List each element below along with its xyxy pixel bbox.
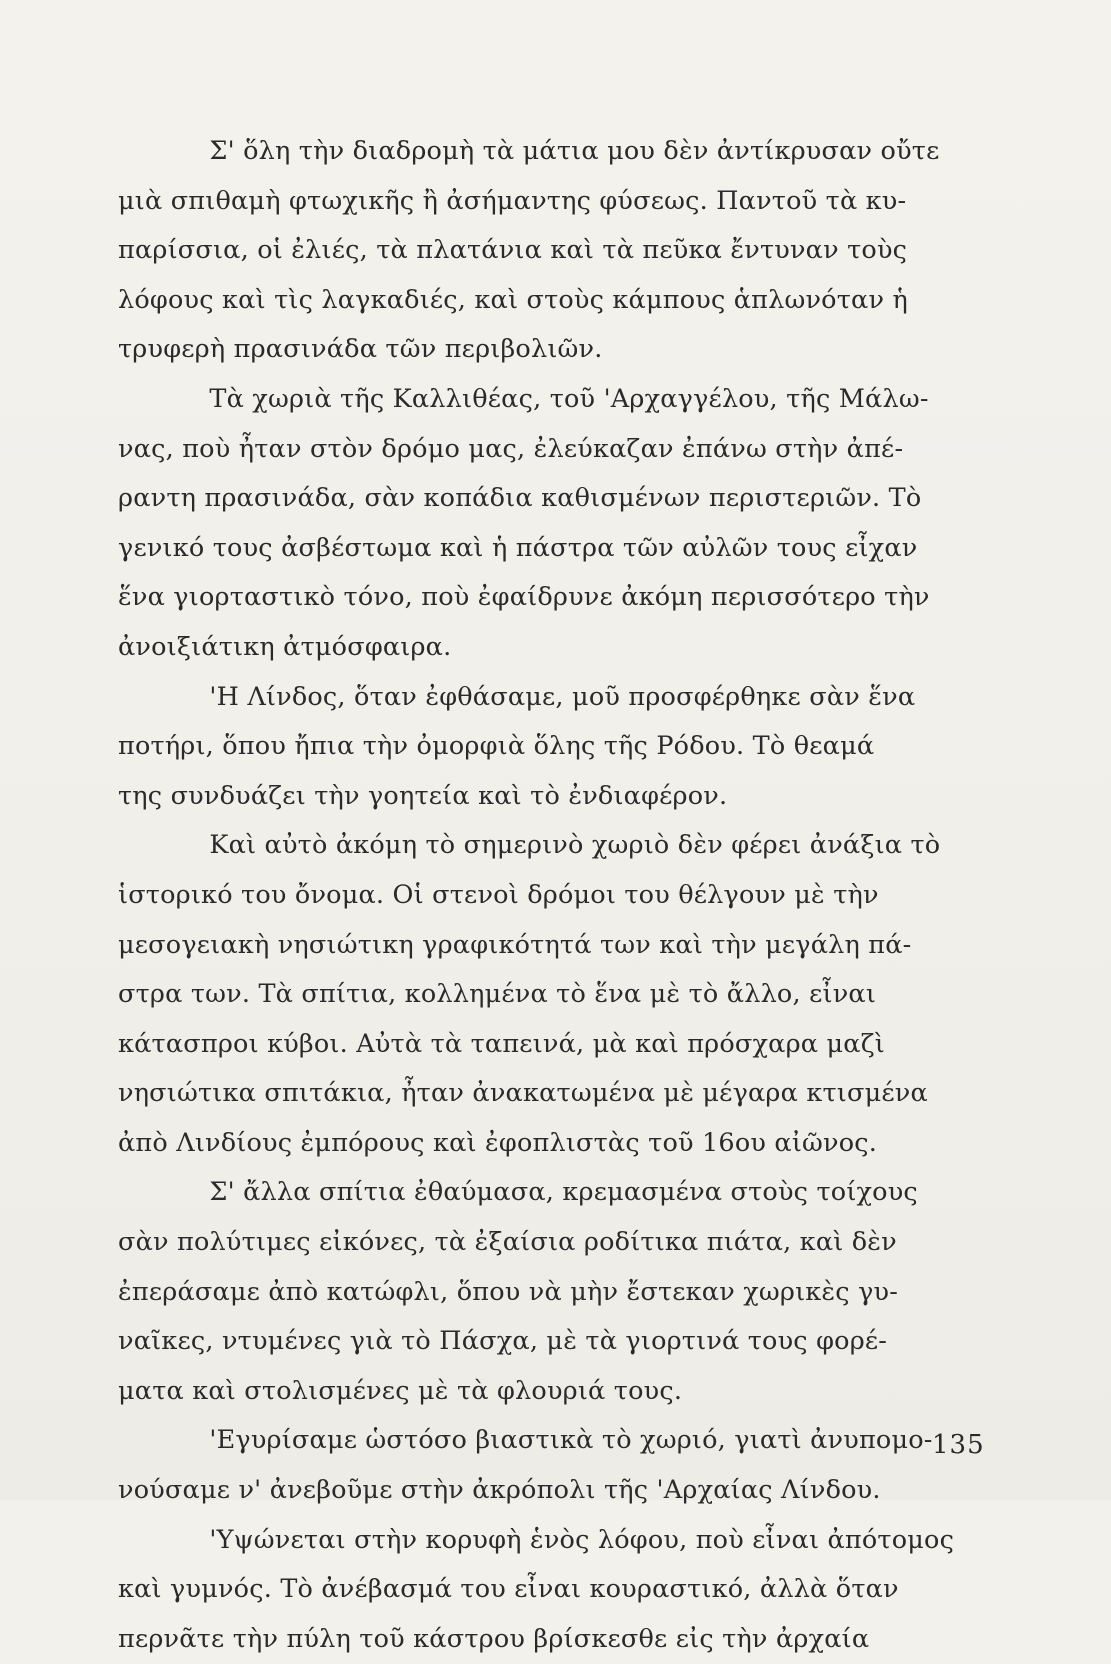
text-line: ματα καὶ στολισμένες μὲ τὰ φλουριά τους. [118,1375,683,1406]
text-line: ναῖκες, ντυμένες γιὰ τὸ Πάσχα, μὲ τὰ γιορτινά τους φορέ- [118,1326,888,1357]
text-line: 'Υψώνεται στὴν κορυφὴ ἑνὸς λόφου, ποὺ εἶναι ἀπότομος [118,1524,955,1555]
body-text [118,127,958,1664]
text-line: ἕνα γιορταστικὸ τόνο, ποὺ ἐφαίδρυνε ἀκόμη περισσότερο τὴν [118,582,930,613]
text-line: καὶ γυμνός. Τὸ ἀνέβασμά του εἶναι κουραστικό, ἀλλὰ ὅταν [118,1574,899,1605]
text-line: ἐπεράσαμε ἀπὸ κατώφλι, ὅπου νὰ μὴν ἔστεκαν χωρικὲς γυ- [118,1276,899,1307]
text-line: ἱστορικό του ὄνομα. Οἱ στενοὶ δρόμοι του θέλγουν μὲ τὴν [118,879,879,910]
text-line: τρυφερὴ πρασινάδα τῶν περιβολιῶν. [118,334,603,365]
text-line: 'Εγυρίσαμε ὡστόσο βιαστικὰ τὸ χωριό, γιατὶ ἀνυπομο- [118,1425,933,1456]
text-line: ποτήρι, ὅπου ἤπια τὴν ὀμορφιὰ ὅλης τῆς Ρόδου. Τὸ θεαμά [118,731,875,762]
text-line: Σ' ὅλη τὴν διαδρομὴ τὰ μάτια μου δὲν ἀντίκρυσαν οὔτε [118,136,940,166]
text-line: σὰν πολύτιμες εἰκόνες, τὰ ἐξαίσια ροδίτικα πιάτα, καὶ δὲν [118,1227,897,1258]
text-line: παρίσσια, οἱ ἐλιές, τὰ πλατάνια καὶ τὰ πεῦκα ἔντυναν τοὺς [118,235,908,266]
text-line: της συνδυάζει τὴν γοητεία καὶ τὸ ἐνδιαφέρον. [118,780,728,811]
text-line: γενικό τους ἀσβέστωμα καὶ ἡ πάστρα τῶν αὐλῶν τους εἶχαν [118,532,918,563]
text-line: Σ' ἄλλα σπίτια ἐθαύμασα, κρεμασμένα στοὺς τοίχους [118,1177,918,1208]
text-line: Καὶ αὐτὸ ἀκόμη τὸ σημερινὸ χωριὸ δὲν φέρει ἀνάξια τὸ [118,830,941,861]
text-line: νησιώτικα σπιτάκια, ἦταν ἀνακατωμένα μὲ μέγαρα κτισμένα [118,1078,928,1109]
text-line: λόφους καὶ τὶς λαγκαδιές, καὶ στοὺς κάμπους ἁπλωνόταν ἡ [118,284,908,315]
text-line: νας, ποὺ ἦταν στὸν δρόμο μας, ἐλεύκαζαν ἐπάνω στὴν ἀπέ- [118,433,904,464]
text-line: ραντη πρασινάδα, σὰν κοπάδια καθισμένων περιστεριῶν. Τὸ [118,483,922,514]
text-line: ἀπὸ Λινδίους ἐμπόρους καὶ ἐφοπλιστὰς τοῦ 16ου αἰῶνος. [118,1127,878,1158]
text-line: μεσογειακὴ νησιώτικη γραφικότητά των καὶ τὴν μεγάλη πά- [118,929,912,960]
text-line: μιὰ σπιθαμὴ φτωχικῆς ἢ ἀσήμαντης φύσεως. Παντοῦ τὰ κυ- [118,185,907,216]
text-line: Τὰ χωριὰ τῆς Καλλιθέας, τοῦ 'Αρχαγγέλου, τῆς Μάλω- [118,383,929,414]
page-number: 135 [932,1430,985,1460]
text-line: ἀνοιξιάτικη ἀτμόσφαιρα. [118,631,452,662]
text-line: κάτασπροι κύβοι. Αὐτὰ τὰ ταπεινά, μὰ καὶ πρόσχαρα μαζὶ [118,1028,885,1059]
text-line: 'Η Λίνδος, ὅταν ἐφθάσαμε, μοῦ προσφέρθηκε σὰν ἕνα [118,681,916,712]
text-line: περνᾶτε τὴν πύλη τοῦ κάστρου βρίσκεσθε εἰς τὴν ἀρχαία [118,1623,870,1654]
text-line: στρα των. Τὰ σπίτια, κολλημένα τὸ ἕνα μὲ τὸ ἄλλο, εἶναι [118,979,877,1010]
text-line: νούσαμε ν' ἀνεβοῦμε στὴν ἀκρόπολι τῆς 'Αρχαίας Λίνδου. [118,1475,881,1506]
